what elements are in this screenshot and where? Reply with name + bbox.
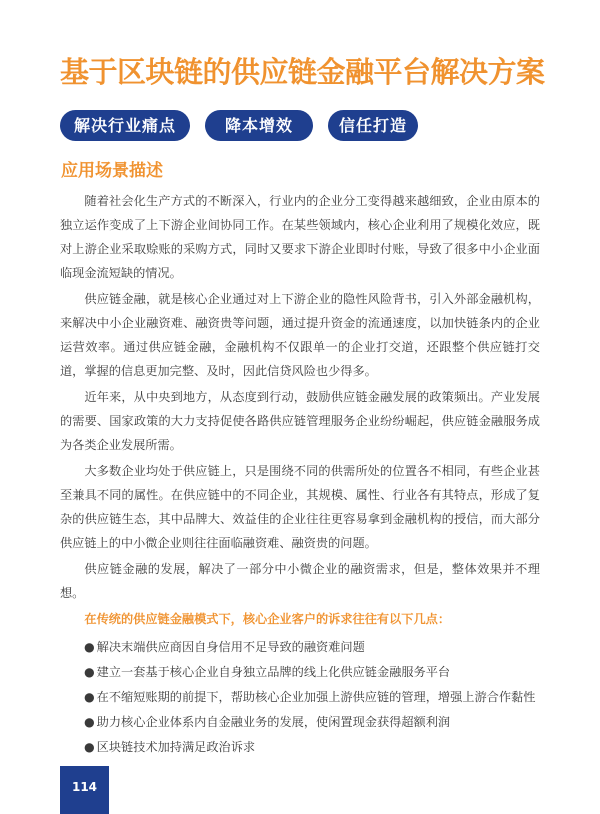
section-heading: 应用场景描述	[61, 161, 163, 181]
paragraph: 近年来，从中央到地方，从态度到行动，鼓励供应链金融发展的政策频出。产业发展的需要、国家政策的大力支持促使各路供应链管理服务企业纷纷崛起，供应链金融服务成为各类企业发展所需。	[60, 390, 540, 452]
highlight-text: 在传统的供应链金融模式下，核心企业客户的诉求往往有以下几点：	[84, 612, 451, 626]
paragraph: 大多数企业均处于供应链上，只是围绕不同的供需所处的位置各不相同，有些企业甚至兼具不同的属性。在供应链中的不同企业，其规模、属性、行业各有其特点，形成了复杂的供应链生态，其中品牌大、效益佳的企业往往更容易拿到金融机构的授信，而大部分供应链上的中小微企业则往往面临融资难、融资贵的问题。	[60, 464, 540, 550]
paragraph: 供应链金融，就是核心企业通过对上下游企业的隐性风险背书，引入外部金融机构，来解决中小企业融资难、融资贵等问题，通过提升资金的流通速度，以加快链条内的企业运营效率。通过供应链金融，金融机构不仅跟单一的企业打交道，还跟整个供应链打交道，掌握的信息更加完整、及时，因此信贷风险也少得多。	[60, 292, 540, 378]
page-title: 基于区块链的供应链金融平台解决方案	[60, 55, 545, 89]
list-item: ● 解决末端供应商因自身信用不足导致的融资难问题	[60, 635, 540, 660]
list-item: ● 建立一套基于核心企业自身独立品牌的线上化供应链金融服务平台	[60, 660, 540, 685]
page-number: 114	[60, 766, 109, 814]
bullet-list	[60, 635, 540, 760]
tag-cost-efficiency: 降本增效	[205, 110, 313, 141]
paragraph: 供应链金融的发展，解决了一部分中小微企业的融资需求，但是，整体效果并不理想。	[60, 562, 540, 600]
list-item: ● 区块链技术加持满足政治诉求	[60, 735, 540, 760]
list-item: ● 助力核心企业体系内自金融业务的发展，使闲置现金获得超额利润	[60, 710, 540, 735]
tag-trust: 信任打造	[328, 110, 418, 141]
body-text	[60, 189, 540, 760]
list-item: ● 在不缩短账期的前提下，帮助核心企业加强上游供应链的管理，增强上游合作黏性	[60, 685, 540, 710]
paragraph: 随着社会化生产方式的不断深入，行业内的企业分工变得越来越细致，企业由原本的独立运作变成了上下游企业间协同工作。在某些领域内，核心企业利用了规模化效应，既对上游企业采取赊账的采购方式，同时又要求下游企业即时付账，导致了很多中小企业面临现金流短缺的情况。	[60, 194, 540, 280]
tag-pain-points: 解决行业痛点	[60, 110, 190, 141]
